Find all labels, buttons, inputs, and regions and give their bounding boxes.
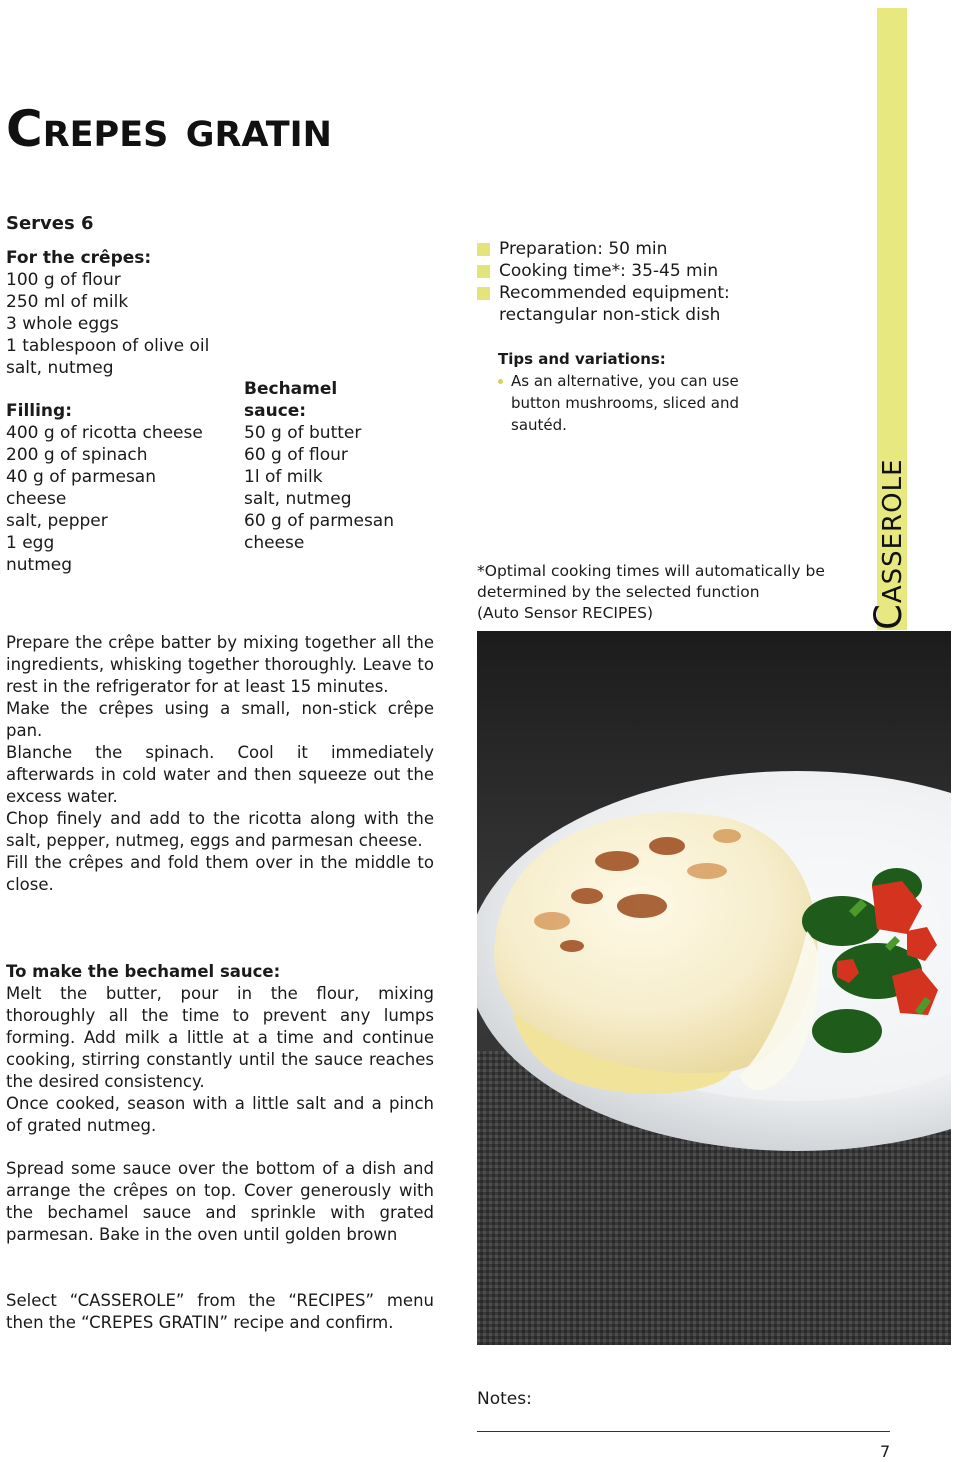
square-bullet-icon <box>477 243 490 256</box>
cooking-text: Cooking time*: 35-45 min <box>499 261 719 281</box>
tip-text: As an alternative, you can use button mushrooms, sliced and sautéd. <box>511 372 739 434</box>
page-number: 7 <box>880 1442 891 1461</box>
bechamel-ingredients <box>244 378 394 554</box>
bechamel-method-paragraph: Melt the butter, pour in the flour, mixing thoroughly all the time to prevent any lumps forming. Add milk a little at a time and continue cooking, stirring constantly until the sauce reaches the desired consistency. <box>6 984 434 1091</box>
notes-label: Notes: <box>477 1389 532 1409</box>
tip-item <box>498 370 771 436</box>
bechamel-method-paragraph: Once cooked, season with a little salt and a pinch of grated nutmeg. <box>6 1094 434 1135</box>
dot-bullet-icon <box>498 379 503 384</box>
optimal-time-note <box>477 561 825 624</box>
assemble-section <box>6 1158 434 1246</box>
ingredient-item: 400 g of ricotta cheese <box>6 423 203 443</box>
filling-heading: Filling: <box>6 401 72 421</box>
ingredient-item: 60 g of parmesan <box>244 511 394 531</box>
serves-label: Serves 6 <box>6 213 94 234</box>
bechamel-method-heading: To make the bechamel sauce: <box>6 962 281 981</box>
ingredient-item: cheese <box>244 533 305 553</box>
info-preparation <box>477 238 730 260</box>
ingredient-item: 250 ml of milk <box>6 292 129 312</box>
page-title: Crepes gratin <box>6 100 332 158</box>
method-step: Chop finely and add to the ricotta along with the salt, pepper, nutmeg, eggs and parmesan cheese. <box>6 809 434 850</box>
filling-ingredients <box>6 400 203 576</box>
ingredient-item: nutmeg <box>6 555 73 575</box>
ingredient-item: 1l of milk <box>244 467 323 487</box>
ingredient-item: 100 g of flour <box>6 270 121 290</box>
bechamel-method-section <box>6 961 434 1137</box>
square-bullet-icon <box>477 287 490 300</box>
ingredient-item: 50 g of butter <box>244 423 362 443</box>
crepes-heading: For the crêpes: <box>6 248 152 268</box>
equipment-text-cont: rectangular non-stick dish <box>499 305 721 325</box>
optimal-note-line: determined by the selected function <box>477 583 760 601</box>
crepes-ingredients <box>6 247 209 379</box>
ingredient-item: 3 whole eggs <box>6 314 119 334</box>
method-step: Blanche the spinach. Cool it immediately afterwards in cold water and then squeeze out the excess water. <box>6 743 434 806</box>
ingredient-item: 200 g of spinach <box>6 445 148 465</box>
ingredient-item: salt, nutmeg <box>244 489 352 509</box>
ingredient-item: 1 tablespoon of olive oil <box>6 336 210 356</box>
info-cooking <box>477 260 730 282</box>
notes-line <box>477 1431 890 1432</box>
assemble-paragraph: Spread some sauce over the bottom of a dish and arrange the crêpes on top. Cover generously with the bechamel sauce and sprinkle with grated parmesan. Bake in the oven until golden brown <box>6 1159 434 1244</box>
optimal-note-line: (Auto Sensor RECIPES) <box>477 604 654 622</box>
ingredient-item: salt, pepper <box>6 511 108 531</box>
ingredient-item: 60 g of flour <box>244 445 348 465</box>
ingredient-item: cheese <box>6 489 67 509</box>
optimal-note-line: *Optimal cooking times will automatically be <box>477 562 825 580</box>
select-instruction: Select “CASSEROLE” from the “RECIPES” menu then the “CREPES GRATIN” recipe and confirm. <box>6 1291 434 1332</box>
method-section <box>6 632 434 896</box>
category-label: Casserole <box>867 458 910 630</box>
select-instruction-section <box>6 1290 434 1334</box>
tips-section <box>498 348 771 436</box>
method-step: Prepare the crêpe batter by mixing together all the ingredients, whisking together thoroughly. Leave to rest in the refrigerator for at least 15 minutes. <box>6 633 434 696</box>
method-step: Make the crêpes using a small, non-stick crêpe pan. <box>6 699 434 740</box>
ingredient-item: 1 egg <box>6 533 55 553</box>
ingredient-item: salt, nutmeg <box>6 358 114 378</box>
bechamel-heading: Bechamel <box>244 379 338 399</box>
method-step: Fill the crêpes and fold them over in the middle to close. <box>6 853 434 894</box>
preparation-text: Preparation: 50 min <box>499 239 668 259</box>
bechamel-heading-cont: sauce: <box>244 401 307 421</box>
recipe-info <box>477 238 730 326</box>
tips-heading: Tips and variations: <box>498 350 666 368</box>
dish-photo <box>477 631 951 1345</box>
square-bullet-icon <box>477 265 490 278</box>
ingredient-item: 40 g of parmesan <box>6 467 156 487</box>
equipment-text: Recommended equipment: <box>499 283 730 303</box>
info-equipment <box>477 282 730 304</box>
